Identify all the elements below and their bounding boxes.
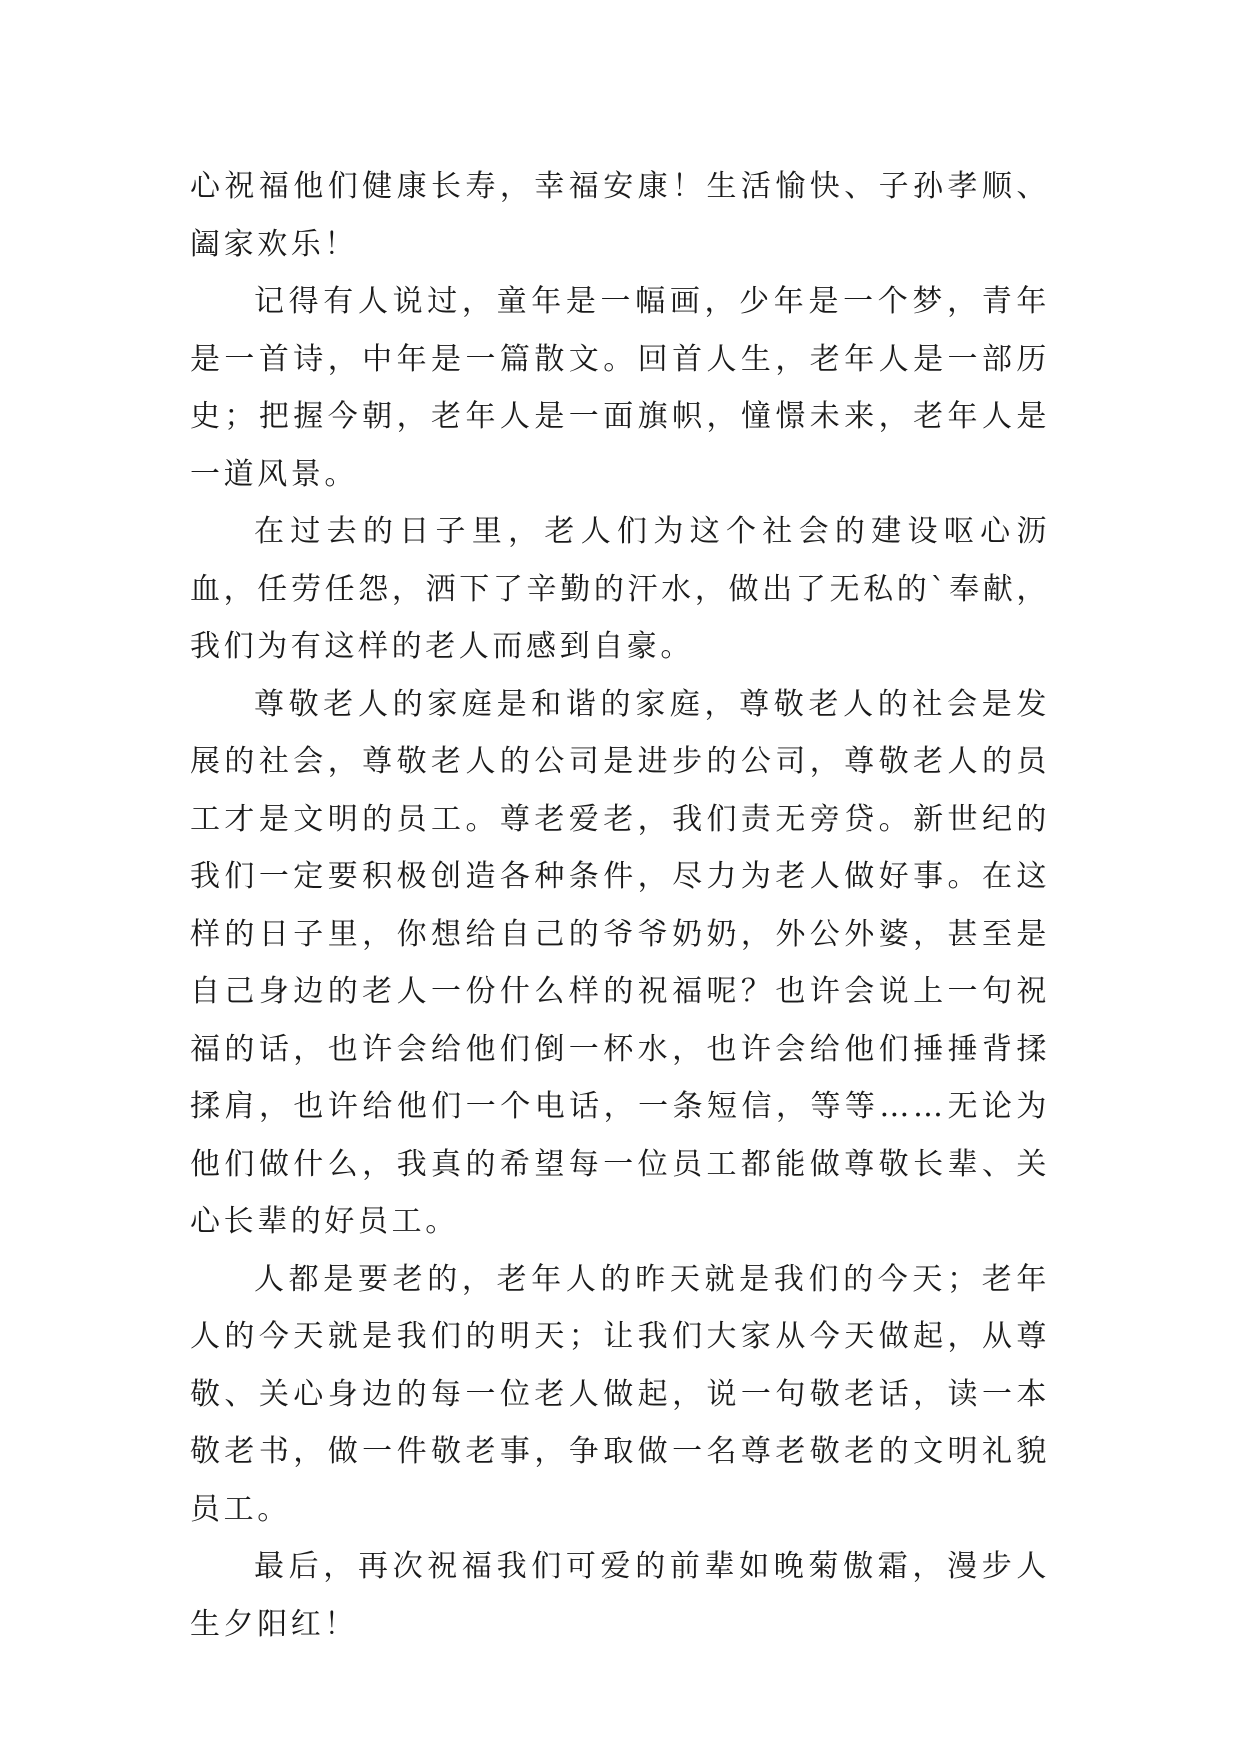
paragraph-2: 记得有人说过，童年是一幅画，少年是一个梦，青年是一首诗，中年是一篇散文。回首人生，老年人是一部历史；把握今朝，老年人是一面旗帜，憧憬未来，老年人是一道风景。: [190, 284, 1050, 492]
paragraph-6: 最后，再次祝福我们可爱的前辈如晚菊傲霜，漫步人生夕阳红！: [190, 1549, 1050, 1642]
document-body: [190, 158, 1050, 1653]
paragraph-4: 尊敬老人的家庭是和谐的家庭，尊敬老人的社会是发展的社会，尊敬老人的公司是进步的公司，尊敬老人的员工才是文明的员工。尊老爱老，我们责无旁贷。新世纪的我们一定要积极创造各种条件，尽力为老人做好事。在这样的日子里，你想给自己的爷爷奶奶，外公外婆，甚至是自己身边的老人一份什么样的祝福呢？也许会说上一句祝福的话，也许会给他们倒一杯水，也许会给他们捶捶背揉揉肩，也许给他们一个电话，一条短信，等等……无论为他们做什么，我真的希望每一位员工都能做尊敬长辈、关心长辈的好员工。: [190, 686, 1050, 1239]
paragraph-1: 心祝福他们健康长寿，幸福安康！生活愉快、子孙孝顺、阖家欢乐！: [190, 169, 1050, 262]
paragraph-5: 人都是要老的，老年人的昨天就是我们的今天；老年人的今天就是我们的明天；让我们大家从今天做起，从尊敬、关心身边的每一位老人做起，说一句敬老话，读一本敬老书，做一件敬老事，争取做一名尊老敬老的文明礼貌员工。: [190, 1261, 1050, 1527]
paragraph-3: 在过去的日子里，老人们为这个社会的建设呕心沥血，任劳任怨，洒下了辛勤的汗水，做出了无私的`奉献，我们为有这样的老人而感到自豪。: [190, 514, 1050, 664]
